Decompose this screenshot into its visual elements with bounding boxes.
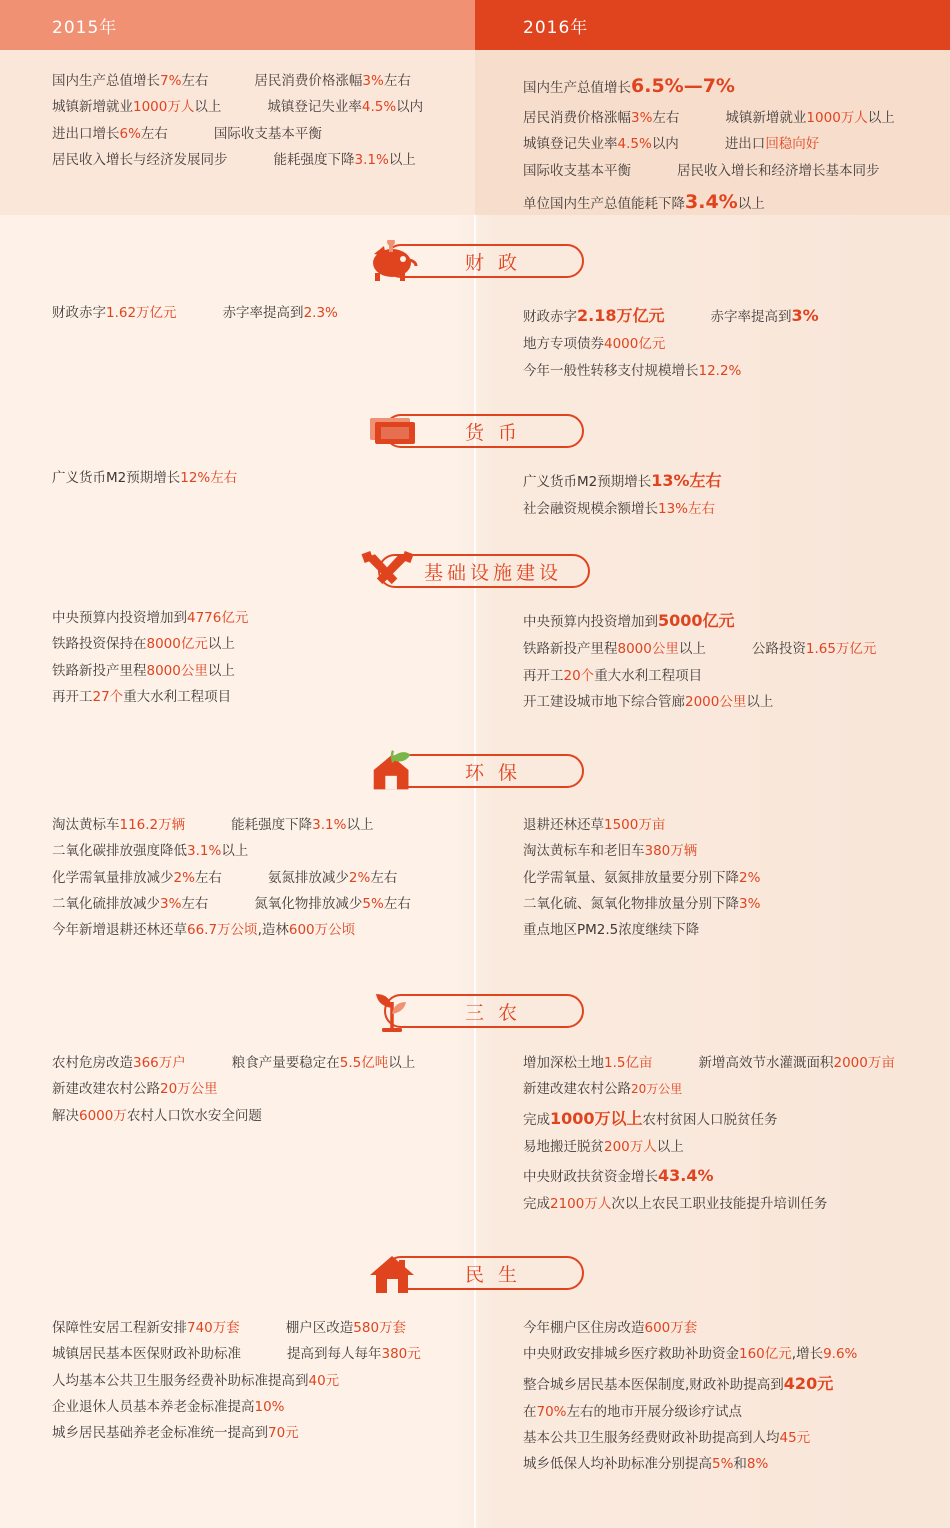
header-year-2016: 2016年 bbox=[475, 0, 950, 50]
top-2015-line: 国内生产总值增长7%左右 居民消费价格涨幅3%左右 bbox=[52, 73, 411, 89]
section-currency-2016 bbox=[475, 465, 950, 523]
infrastructure-2015-line: 铁路投资保持在8000亿元以上 bbox=[52, 636, 235, 653]
environment-2016-line: 化学需氧量、氨氮排放量要分别下降2% bbox=[523, 869, 761, 886]
section-agriculture-2016 bbox=[475, 1050, 950, 1218]
section-title-label: 货 币 bbox=[384, 414, 584, 448]
agriculture-2016-line: 中央财政扶贫资金增长43.4% bbox=[523, 1166, 714, 1186]
environment-2016-line: 重点地区PM2.5浓度继续下降 bbox=[523, 922, 700, 939]
currency-2016-line: 广义货币M2预期增长13%左右 bbox=[523, 471, 722, 490]
environment-2016-line: 淘汰黄标车和老旧车380万辆 bbox=[523, 843, 698, 860]
eco-house-icon bbox=[366, 748, 422, 794]
section-finance-2016 bbox=[475, 300, 950, 384]
livelihood-2015-line: 企业退休人员基本养老金标准提高10% bbox=[52, 1398, 285, 1415]
infrastructure-2016-line: 铁路新投产里程8000公里以上 公路投资1.65万亿元 bbox=[523, 641, 877, 658]
livelihood-2016-line: 中央财政安排城乡医疗救助补助资金160亿元,增长9.6% bbox=[523, 1346, 858, 1363]
top-2016-line: 国内生产总值增长6.5%—7% bbox=[523, 75, 735, 97]
top-2015-line: 城镇新增就业1000万人以上 城镇登记失业率4.5%以内 bbox=[52, 99, 424, 116]
piggy-bank-icon bbox=[366, 238, 422, 284]
agriculture-2015-line: 新建改建农村公路20万公里 bbox=[52, 1081, 218, 1098]
section-livelihood-2016 bbox=[475, 1315, 950, 1478]
environment-2015-line: 化学需氧量排放减少2%左右 氨氮排放减少2%左右 bbox=[52, 869, 398, 886]
livelihood-2016-line: 在70%左右的地市开展分级诊疗试点 bbox=[523, 1403, 743, 1420]
environment-2015-line: 今年新增退耕还林还草66.7万公顷,造林600万公顷 bbox=[52, 922, 356, 939]
finance-2016-line: 地方专项债券4000亿元 bbox=[523, 336, 666, 353]
section-infrastructure-2015 bbox=[0, 605, 475, 710]
agriculture-2016-line: 完成2100万人次以上农民工职业技能提升培训任务 bbox=[523, 1196, 828, 1213]
infrastructure-2016-line: 再开工20个重大水利工程项目 bbox=[523, 667, 703, 684]
sprout-icon bbox=[366, 988, 422, 1034]
livelihood-2016-line: 基本公共卫生服务经费财政补助提高到人均45元 bbox=[523, 1430, 811, 1447]
section-title-label: 环 保 bbox=[384, 754, 584, 788]
finance-2016-line: 财政赤字2.18万亿元 赤字率提高到3% bbox=[523, 306, 819, 325]
agriculture-2015-line: 农村危房改造366万户 粮食产量要稳定在5.5亿吨以上 bbox=[52, 1055, 416, 1071]
livelihood-2016-line: 今年棚户区住房改造600万套 bbox=[523, 1320, 698, 1336]
environment-2015-line: 淘汰黄标车116.2万辆 能耗强度下降3.1%以上 bbox=[52, 817, 374, 833]
currency-2016-line: 社会融资规模余额增长13%左右 bbox=[523, 501, 716, 518]
agriculture-2016-line: 完成1000万以上农村贫困人口脱贫任务 bbox=[523, 1108, 778, 1128]
livelihood-2016-line: 整合城乡居民基本医保制度,财政补助提高到420元 bbox=[523, 1373, 834, 1393]
top-summary-2015 bbox=[0, 50, 475, 215]
section-infrastructure-2016 bbox=[475, 605, 950, 715]
environment-2015-line: 二氧化碳排放强度降低3.1%以上 bbox=[52, 843, 249, 860]
section-title-label: 财 政 bbox=[384, 244, 584, 278]
environment-2016-line: 二氧化硫、氮氧化物排放量分别下降3% bbox=[523, 895, 761, 912]
year-header bbox=[0, 0, 950, 50]
section-title-label: 基础设施建设 bbox=[378, 554, 590, 588]
top-summary-band bbox=[0, 50, 950, 215]
livelihood-2015-line: 人均基本公共卫生服务经费补助标准提高到40元 bbox=[52, 1372, 340, 1389]
agriculture-2016-line: 新建改建农村公路20万公里 bbox=[523, 1081, 683, 1098]
infrastructure-2015-line: 中央预算内投资增加到4776亿元 bbox=[52, 610, 249, 626]
agriculture-2015-line: 解决6000万农村人口饮水安全问题 bbox=[52, 1107, 262, 1124]
livelihood-2015-line: 城镇居民基本医保财政补助标准 提高到每人每年380元 bbox=[52, 1346, 421, 1363]
house-icon bbox=[366, 1250, 422, 1296]
section-livelihood-2015 bbox=[0, 1315, 475, 1447]
section-environment-2016 bbox=[475, 812, 950, 944]
top-2016-line: 居民消费价格涨幅3%左右 城镇新增就业1000万人以上 bbox=[523, 110, 895, 127]
finance-2016-line: 今年一般性转移支付规模增长12.2% bbox=[523, 362, 742, 379]
section-title-label: 三 农 bbox=[384, 994, 584, 1028]
top-2016-line: 国际收支基本平衡 居民收入增长和经济增长基本同步 bbox=[523, 162, 880, 179]
tools-icon bbox=[360, 548, 416, 594]
agriculture-2016-line: 增加深松土地1.5亿亩 新增高效节水灌溉面积2000万亩 bbox=[523, 1055, 895, 1071]
agriculture-2016-line: 易地搬迁脱贫200万人以上 bbox=[523, 1138, 684, 1155]
section-environment-2015 bbox=[0, 812, 475, 944]
section-currency-2015 bbox=[0, 465, 475, 491]
section-title-label: 民 生 bbox=[384, 1256, 584, 1290]
infrastructure-2015-line: 再开工27个重大水利工程项目 bbox=[52, 688, 232, 705]
top-summary-2016 bbox=[475, 50, 950, 215]
infrastructure-2015-line: 铁路新投产里程8000公里以上 bbox=[52, 662, 235, 679]
section-agriculture-2015 bbox=[0, 1050, 475, 1129]
infrastructure-2016-line: 中央预算内投资增加到5000亿元 bbox=[523, 611, 735, 630]
infrastructure-2016-line: 开工建设城市地下综合管廊2000公里以上 bbox=[523, 693, 774, 710]
top-2015-line: 进出口增长6%左右 国际收支基本平衡 bbox=[52, 125, 322, 142]
section-finance-2015 bbox=[0, 300, 475, 326]
livelihood-2016-line: 城乡低保人均补助标准分别提高5%和8% bbox=[523, 1456, 769, 1473]
finance-2015-line: 财政赤字1.62万亿元 赤字率提高到2.3% bbox=[52, 305, 338, 321]
environment-2015-line: 二氧化硫排放减少3%左右 氮氧化物排放减少5%左右 bbox=[52, 895, 411, 912]
environment-2016-line: 退耕还林还草1500万亩 bbox=[523, 817, 666, 833]
top-2016-line: 单位国内生产总值能耗下降3.4%以上 bbox=[523, 190, 765, 213]
livelihood-2015-line: 城乡居民基础养老金标准统一提高到70元 bbox=[52, 1425, 299, 1442]
top-2016-line: 城镇登记失业率4.5%以内 进出口回稳向好 bbox=[523, 136, 820, 153]
livelihood-2015-line: 保障性安居工程新安排740万套 棚户区改造580万套 bbox=[52, 1320, 407, 1336]
top-2015-line: 居民收入增长与经济发展同步 能耗强度下降3.1%以上 bbox=[52, 151, 416, 168]
banknote-icon bbox=[366, 408, 422, 454]
currency-2015-line: 广义货币M2预期增长12%左右 bbox=[52, 470, 238, 486]
header-year-2015: 2015年 bbox=[0, 0, 475, 50]
